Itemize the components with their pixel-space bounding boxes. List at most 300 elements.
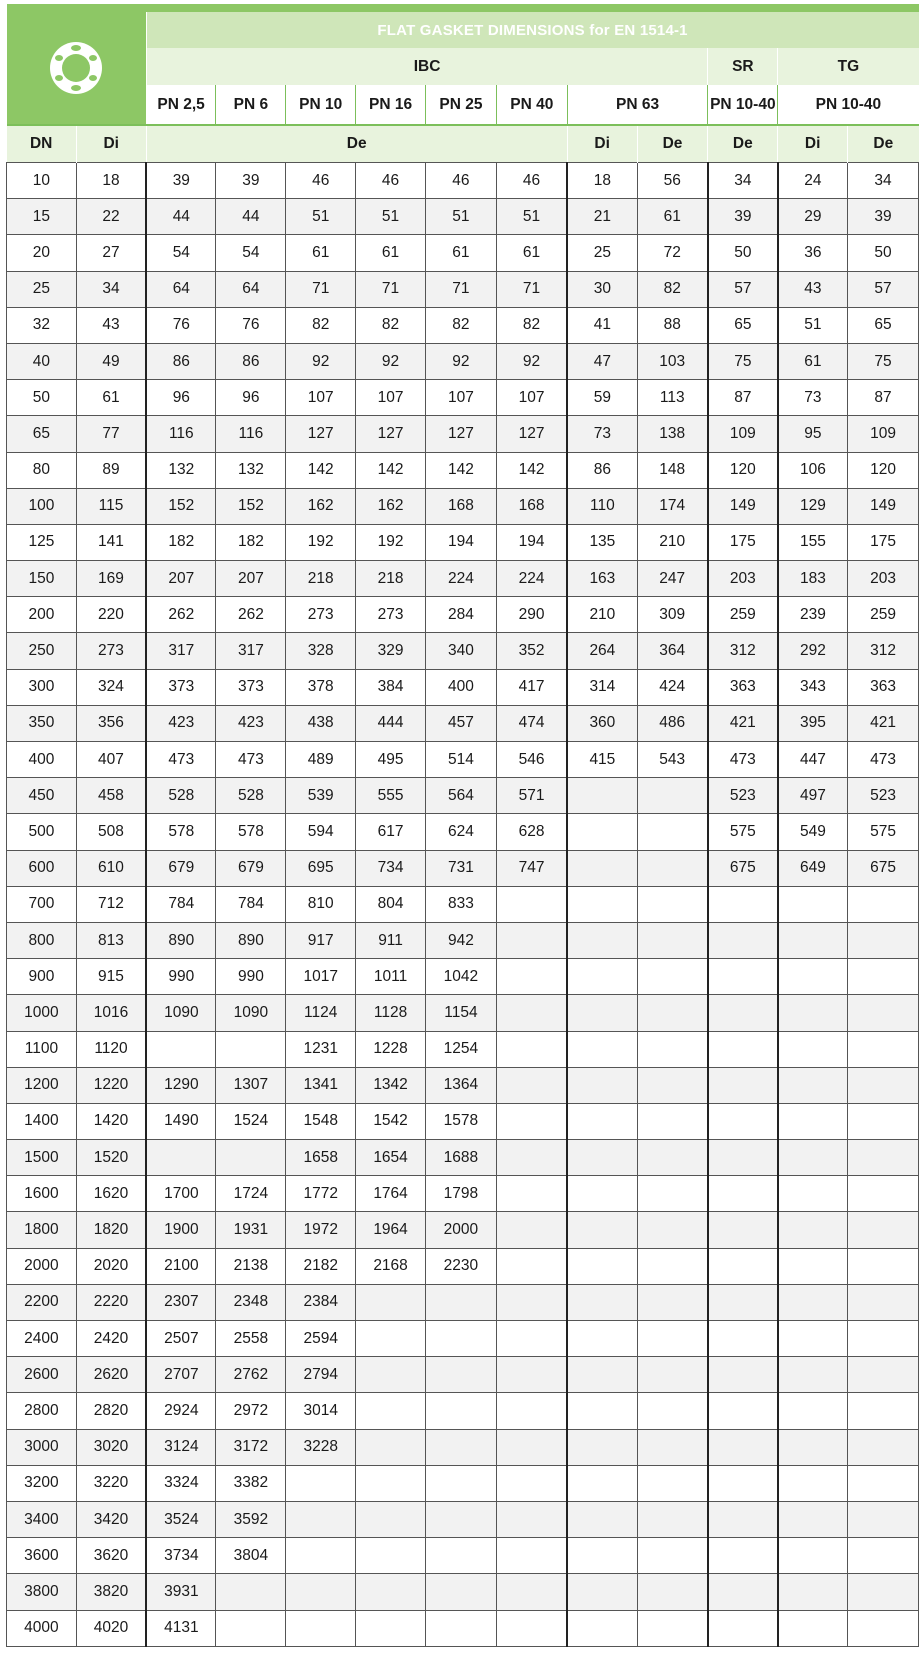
cell-tg-di	[778, 922, 848, 958]
cell-tg-di	[778, 886, 848, 922]
cell-pn-63-di	[567, 1429, 637, 1465]
cell-sr-de: 39	[708, 199, 778, 235]
cell-sr-de	[708, 1212, 778, 1248]
cell-dn: 20	[7, 235, 77, 271]
cell-pn-16-de: 218	[356, 561, 426, 597]
group-tg: TG	[778, 48, 919, 85]
cell-pn-40-de	[496, 1140, 567, 1176]
cell-pn-63-de	[637, 1429, 708, 1465]
cell-pn-63-de	[637, 1031, 708, 1067]
cell-tg-de: 50	[848, 235, 919, 271]
cell-pn-63-de: 113	[637, 380, 708, 416]
cell-pn-40-de	[496, 1393, 567, 1429]
cell-pn-6-de: 3172	[216, 1429, 286, 1465]
cell-di: 27	[76, 235, 146, 271]
cell-pn-10-de: 1772	[286, 1176, 356, 1212]
cell-di: 2420	[76, 1321, 146, 1357]
cell-sr-de: 473	[708, 742, 778, 778]
cell-pn-40-de: 571	[496, 778, 567, 814]
cell-pn-6-de: 2558	[216, 1321, 286, 1357]
cell-sr-de: 57	[708, 271, 778, 307]
pn63-di-header: Di	[567, 125, 637, 163]
cell-tg-di: 395	[778, 705, 848, 741]
cell-pn-16-de: 162	[356, 488, 426, 524]
cell-pn-63-de	[637, 1284, 708, 1320]
cell-sr-de	[708, 1574, 778, 1610]
cell-pn-16-de: 617	[356, 814, 426, 850]
cell-pn-63-di	[567, 922, 637, 958]
cell-tg-de	[848, 922, 919, 958]
cell-di: 712	[76, 886, 146, 922]
cell-pn-25-de: 127	[425, 416, 496, 452]
cell-pn-25-de: 1154	[425, 995, 496, 1031]
cell-pn-10-de: 1658	[286, 1140, 356, 1176]
cell-dn: 150	[7, 561, 77, 597]
cell-pn-2-5-de: 373	[146, 669, 216, 705]
cell-pn-16-de: 46	[356, 163, 426, 199]
de-header: De	[146, 125, 567, 163]
cell-pn-16-de: 1964	[356, 1212, 426, 1248]
cell-tg-di: 447	[778, 742, 848, 778]
cell-sr-de: 675	[708, 850, 778, 886]
cell-tg-di: 51	[778, 307, 848, 343]
cell-di: 3820	[76, 1574, 146, 1610]
cell-pn-25-de: 224	[425, 561, 496, 597]
cell-pn-10-de: 438	[286, 705, 356, 741]
cell-pn-6-de: 182	[216, 524, 286, 560]
cell-tg-de	[848, 1501, 919, 1537]
cell-pn-10-de: 218	[286, 561, 356, 597]
cell-dn: 80	[7, 452, 77, 488]
cell-pn-25-de: 1798	[425, 1176, 496, 1212]
cell-pn-40-de: 352	[496, 633, 567, 669]
cell-sr-de	[708, 1103, 778, 1139]
cell-pn-40-de: 168	[496, 488, 567, 524]
cell-pn-40-de	[496, 1176, 567, 1212]
cell-tg-di	[778, 1067, 848, 1103]
table-row	[7, 1067, 919, 1103]
cell-sr-de	[708, 1357, 778, 1393]
cell-pn-16-de: 273	[356, 597, 426, 633]
cell-pn-63-de	[637, 814, 708, 850]
cell-pn-63-di: 135	[567, 524, 637, 560]
cell-di: 61	[76, 380, 146, 416]
cell-pn-40-de: 92	[496, 343, 567, 379]
cell-sr-de	[708, 922, 778, 958]
cell-dn: 2800	[7, 1393, 77, 1429]
cell-pn-63-di: 86	[567, 452, 637, 488]
cell-pn-16-de: 107	[356, 380, 426, 416]
cell-pn-6-de: 2762	[216, 1357, 286, 1393]
cell-pn-40-de: 127	[496, 416, 567, 452]
cell-pn-40-de: 194	[496, 524, 567, 560]
cell-pn-10-de: 917	[286, 922, 356, 958]
table-row	[7, 1574, 919, 1610]
cell-pn-6-de: 2138	[216, 1248, 286, 1284]
cell-di: 3220	[76, 1465, 146, 1501]
cell-pn-63-di: 210	[567, 597, 637, 633]
cell-pn-2-5-de	[146, 1031, 216, 1067]
cell-di: 1520	[76, 1140, 146, 1176]
cell-pn-63-de: 72	[637, 235, 708, 271]
cell-pn-6-de: 152	[216, 488, 286, 524]
table-row	[7, 633, 919, 669]
table-row	[7, 705, 919, 741]
cell-pn-2-5-de: 890	[146, 922, 216, 958]
cell-tg-di: 106	[778, 452, 848, 488]
cell-tg-di	[778, 1465, 848, 1501]
gasket-dimensions-table	[6, 4, 919, 1647]
cell-pn-6-de: 116	[216, 416, 286, 452]
cell-di: 169	[76, 561, 146, 597]
pn63-de-header: De	[637, 125, 708, 163]
cell-pn-6-de: 64	[216, 271, 286, 307]
cell-dn: 15	[7, 199, 77, 235]
cell-pn-63-de: 88	[637, 307, 708, 343]
cell-pn-63-di	[567, 1248, 637, 1284]
cell-di: 3420	[76, 1501, 146, 1537]
table-row	[7, 452, 919, 488]
cell-dn: 125	[7, 524, 77, 560]
cell-tg-de	[848, 1393, 919, 1429]
cell-pn-16-de: 1011	[356, 959, 426, 995]
cell-di: 4020	[76, 1610, 146, 1646]
cell-pn-40-de	[496, 1538, 567, 1574]
cell-tg-di	[778, 1176, 848, 1212]
cell-dn: 100	[7, 488, 77, 524]
cell-pn-63-de: 61	[637, 199, 708, 235]
cell-di: 18	[76, 163, 146, 199]
group-ibc: IBC	[146, 48, 708, 85]
cell-pn-63-de: 148	[637, 452, 708, 488]
cell-pn-10-de	[286, 1465, 356, 1501]
pn-63-header: PN 63	[567, 85, 708, 125]
cell-pn-63-de	[637, 1248, 708, 1284]
cell-dn: 600	[7, 850, 77, 886]
cell-tg-di	[778, 1538, 848, 1574]
cell-pn-63-di: 264	[567, 633, 637, 669]
cell-pn-2-5-de: 990	[146, 959, 216, 995]
cell-sr-de: 575	[708, 814, 778, 850]
cell-sr-de	[708, 1248, 778, 1284]
cell-pn-10-de: 127	[286, 416, 356, 452]
cell-pn-25-de: 1042	[425, 959, 496, 995]
cell-pn-10-de: 3014	[286, 1393, 356, 1429]
table-row	[7, 1429, 919, 1465]
cell-pn-63-di	[567, 1031, 637, 1067]
cell-pn-16-de	[356, 1501, 426, 1537]
cell-pn-63-di	[567, 1574, 637, 1610]
cell-pn-63-di	[567, 1321, 637, 1357]
cell-pn-63-de	[637, 1393, 708, 1429]
cell-sr-de: 50	[708, 235, 778, 271]
cell-pn-10-de	[286, 1538, 356, 1574]
cell-sr-de: 65	[708, 307, 778, 343]
cell-sr-de: 120	[708, 452, 778, 488]
cell-tg-de: 75	[848, 343, 919, 379]
cell-tg-de	[848, 1031, 919, 1067]
cell-pn-40-de	[496, 959, 567, 995]
cell-pn-40-de	[496, 1465, 567, 1501]
cell-pn-2-5-de: 1490	[146, 1103, 216, 1139]
cell-dn: 300	[7, 669, 77, 705]
cell-pn-10-de: 51	[286, 199, 356, 235]
table-row	[7, 669, 919, 705]
cell-pn-10-de: 1017	[286, 959, 356, 995]
cell-pn-2-5-de: 116	[146, 416, 216, 452]
table-header	[7, 4, 919, 163]
cell-sr-de: 421	[708, 705, 778, 741]
cell-pn-63-di	[567, 1610, 637, 1646]
cell-pn-2-5-de: 473	[146, 742, 216, 778]
cell-tg-di: 61	[778, 343, 848, 379]
cell-pn-6-de: 1931	[216, 1212, 286, 1248]
cell-pn-6-de: 86	[216, 343, 286, 379]
cell-pn-10-de: 1341	[286, 1067, 356, 1103]
cell-pn-16-de: 1542	[356, 1103, 426, 1139]
cell-pn-16-de	[356, 1610, 426, 1646]
cell-tg-di	[778, 1429, 848, 1465]
cell-pn-40-de	[496, 1501, 567, 1537]
cell-pn-16-de	[356, 1538, 426, 1574]
cell-sr-de	[708, 1429, 778, 1465]
cell-tg-di: 155	[778, 524, 848, 560]
cell-pn-25-de	[425, 1465, 496, 1501]
cell-pn-6-de: 2348	[216, 1284, 286, 1320]
pn-16-header: PN 16	[356, 85, 426, 125]
cell-tg-de	[848, 1248, 919, 1284]
cell-pn-10-de: 273	[286, 597, 356, 633]
cell-pn-40-de	[496, 1248, 567, 1284]
cell-tg-de	[848, 1574, 919, 1610]
cell-pn-63-di	[567, 850, 637, 886]
cell-di: 407	[76, 742, 146, 778]
cell-pn-25-de: 284	[425, 597, 496, 633]
cell-tg-di	[778, 1284, 848, 1320]
cell-pn-10-de: 2594	[286, 1321, 356, 1357]
cell-pn-63-de	[637, 1538, 708, 1574]
cell-di: 2220	[76, 1284, 146, 1320]
cell-di: 115	[76, 488, 146, 524]
cell-pn-6-de	[216, 1031, 286, 1067]
cell-dn: 350	[7, 705, 77, 741]
cell-tg-di: 36	[778, 235, 848, 271]
cell-pn-2-5-de: 76	[146, 307, 216, 343]
cell-pn-40-de	[496, 1212, 567, 1248]
cell-di: 220	[76, 597, 146, 633]
table-row	[7, 307, 919, 343]
cell-pn-16-de	[356, 1574, 426, 1610]
cell-pn-10-de: 1124	[286, 995, 356, 1031]
cell-pn-63-di: 41	[567, 307, 637, 343]
cell-dn: 700	[7, 886, 77, 922]
sr-pn-header: PN 10-40	[708, 85, 778, 125]
cell-pn-63-di	[567, 1538, 637, 1574]
cell-pn-63-di: 163	[567, 561, 637, 597]
cell-dn: 1400	[7, 1103, 77, 1139]
cell-pn-10-de: 810	[286, 886, 356, 922]
cell-pn-40-de: 71	[496, 271, 567, 307]
cell-pn-10-de: 594	[286, 814, 356, 850]
cell-pn-6-de: 1090	[216, 995, 286, 1031]
cell-pn-25-de: 142	[425, 452, 496, 488]
cell-pn-63-de: 424	[637, 669, 708, 705]
table-row	[7, 343, 919, 379]
cell-pn-2-5-de: 3124	[146, 1429, 216, 1465]
cell-pn-25-de: 1364	[425, 1067, 496, 1103]
cell-pn-2-5-de: 3931	[146, 1574, 216, 1610]
cell-tg-di	[778, 1321, 848, 1357]
cell-pn-16-de	[356, 1321, 426, 1357]
cell-pn-6-de: 679	[216, 850, 286, 886]
cell-pn-63-de	[637, 1357, 708, 1393]
table-row	[7, 1465, 919, 1501]
cell-pn-63-di	[567, 1501, 637, 1537]
cell-pn-63-di: 25	[567, 235, 637, 271]
cell-pn-63-de: 210	[637, 524, 708, 560]
cell-pn-63-di	[567, 1176, 637, 1212]
cell-pn-25-de: 1254	[425, 1031, 496, 1067]
cell-dn: 450	[7, 778, 77, 814]
cell-dn: 200	[7, 597, 77, 633]
cell-pn-10-de: 82	[286, 307, 356, 343]
table-row	[7, 1103, 919, 1139]
cell-tg-de: 34	[848, 163, 919, 199]
cell-pn-63-de: 486	[637, 705, 708, 741]
cell-pn-63-di	[567, 1067, 637, 1103]
header-strip	[7, 4, 919, 12]
cell-pn-10-de: 378	[286, 669, 356, 705]
cell-pn-25-de: 92	[425, 343, 496, 379]
cell-sr-de	[708, 995, 778, 1031]
cell-pn-16-de: 1342	[356, 1067, 426, 1103]
cell-pn-63-de	[637, 1574, 708, 1610]
cell-tg-de	[848, 1284, 919, 1320]
cell-pn-40-de: 107	[496, 380, 567, 416]
table-row	[7, 597, 919, 633]
cell-sr-de	[708, 1538, 778, 1574]
cell-di: 1420	[76, 1103, 146, 1139]
cell-pn-6-de: 1524	[216, 1103, 286, 1139]
dn-header: DN	[7, 125, 77, 163]
cell-tg-de	[848, 959, 919, 995]
cell-pn-63-di: 110	[567, 488, 637, 524]
cell-pn-10-de: 3228	[286, 1429, 356, 1465]
cell-tg-de	[848, 1538, 919, 1574]
cell-pn-6-de: 207	[216, 561, 286, 597]
cell-tg-di	[778, 1212, 848, 1248]
cell-pn-25-de: 400	[425, 669, 496, 705]
cell-pn-63-de	[637, 1610, 708, 1646]
table-row	[7, 850, 919, 886]
cell-tg-de	[848, 1321, 919, 1357]
cell-pn-6-de: 132	[216, 452, 286, 488]
cell-pn-40-de	[496, 1429, 567, 1465]
cell-pn-2-5-de: 578	[146, 814, 216, 850]
cell-pn-10-de: 539	[286, 778, 356, 814]
table-row	[7, 1393, 919, 1429]
table-title: FLAT GASKET DIMENSIONS for EN 1514-1	[146, 12, 918, 48]
cell-pn-40-de: 142	[496, 452, 567, 488]
cell-dn: 1000	[7, 995, 77, 1031]
cell-pn-16-de: 192	[356, 524, 426, 560]
table-row	[7, 271, 919, 307]
table-row	[7, 380, 919, 416]
cell-tg-de: 39	[848, 199, 919, 235]
cell-dn: 2200	[7, 1284, 77, 1320]
cell-pn-40-de	[496, 1357, 567, 1393]
cell-pn-16-de	[356, 1465, 426, 1501]
cell-di: 49	[76, 343, 146, 379]
cell-tg-di	[778, 1031, 848, 1067]
cell-pn-25-de	[425, 1284, 496, 1320]
cell-dn: 3200	[7, 1465, 77, 1501]
cell-sr-de: 175	[708, 524, 778, 560]
table-row	[7, 995, 919, 1031]
cell-dn: 1500	[7, 1140, 77, 1176]
pn-10-header: PN 10	[286, 85, 356, 125]
cell-pn-63-di: 18	[567, 163, 637, 199]
cell-pn-16-de: 127	[356, 416, 426, 452]
cell-pn-63-de: 103	[637, 343, 708, 379]
cell-dn: 3400	[7, 1501, 77, 1537]
cell-dn: 2600	[7, 1357, 77, 1393]
cell-pn-63-de	[637, 1501, 708, 1537]
cell-pn-6-de: 2972	[216, 1393, 286, 1429]
pn-40-header: PN 40	[496, 85, 567, 125]
cell-pn-63-di: 21	[567, 199, 637, 235]
cell-dn: 1600	[7, 1176, 77, 1212]
cell-pn-63-de: 56	[637, 163, 708, 199]
cell-di: 1620	[76, 1176, 146, 1212]
cell-tg-de: 312	[848, 633, 919, 669]
cell-pn-63-di	[567, 995, 637, 1031]
cell-tg-de: 473	[848, 742, 919, 778]
cell-sr-de	[708, 1393, 778, 1429]
cell-pn-63-di	[567, 778, 637, 814]
table-row	[7, 1357, 919, 1393]
cell-pn-10-de: 107	[286, 380, 356, 416]
cell-pn-2-5-de: 423	[146, 705, 216, 741]
cell-dn: 2000	[7, 1248, 77, 1284]
cell-pn-25-de	[425, 1574, 496, 1610]
cell-pn-40-de	[496, 1067, 567, 1103]
cell-dn: 3600	[7, 1538, 77, 1574]
cell-pn-40-de: 417	[496, 669, 567, 705]
cell-di: 610	[76, 850, 146, 886]
cell-pn-63-di	[567, 1357, 637, 1393]
cell-pn-16-de	[356, 1393, 426, 1429]
cell-pn-16-de: 1764	[356, 1176, 426, 1212]
cell-pn-63-de: 82	[637, 271, 708, 307]
cell-pn-25-de: 61	[425, 235, 496, 271]
cell-di: 1120	[76, 1031, 146, 1067]
cell-pn-25-de: 1578	[425, 1103, 496, 1139]
cell-dn: 500	[7, 814, 77, 850]
cell-di: 2820	[76, 1393, 146, 1429]
cell-sr-de: 75	[708, 343, 778, 379]
cell-pn-2-5-de: 2924	[146, 1393, 216, 1429]
table-row	[7, 886, 919, 922]
cell-tg-di: 183	[778, 561, 848, 597]
cell-pn-16-de: 804	[356, 886, 426, 922]
cell-pn-16-de: 734	[356, 850, 426, 886]
cell-pn-6-de: 3592	[216, 1501, 286, 1537]
cell-pn-16-de: 142	[356, 452, 426, 488]
cell-pn-40-de	[496, 886, 567, 922]
table-row	[7, 814, 919, 850]
cell-pn-25-de: 514	[425, 742, 496, 778]
